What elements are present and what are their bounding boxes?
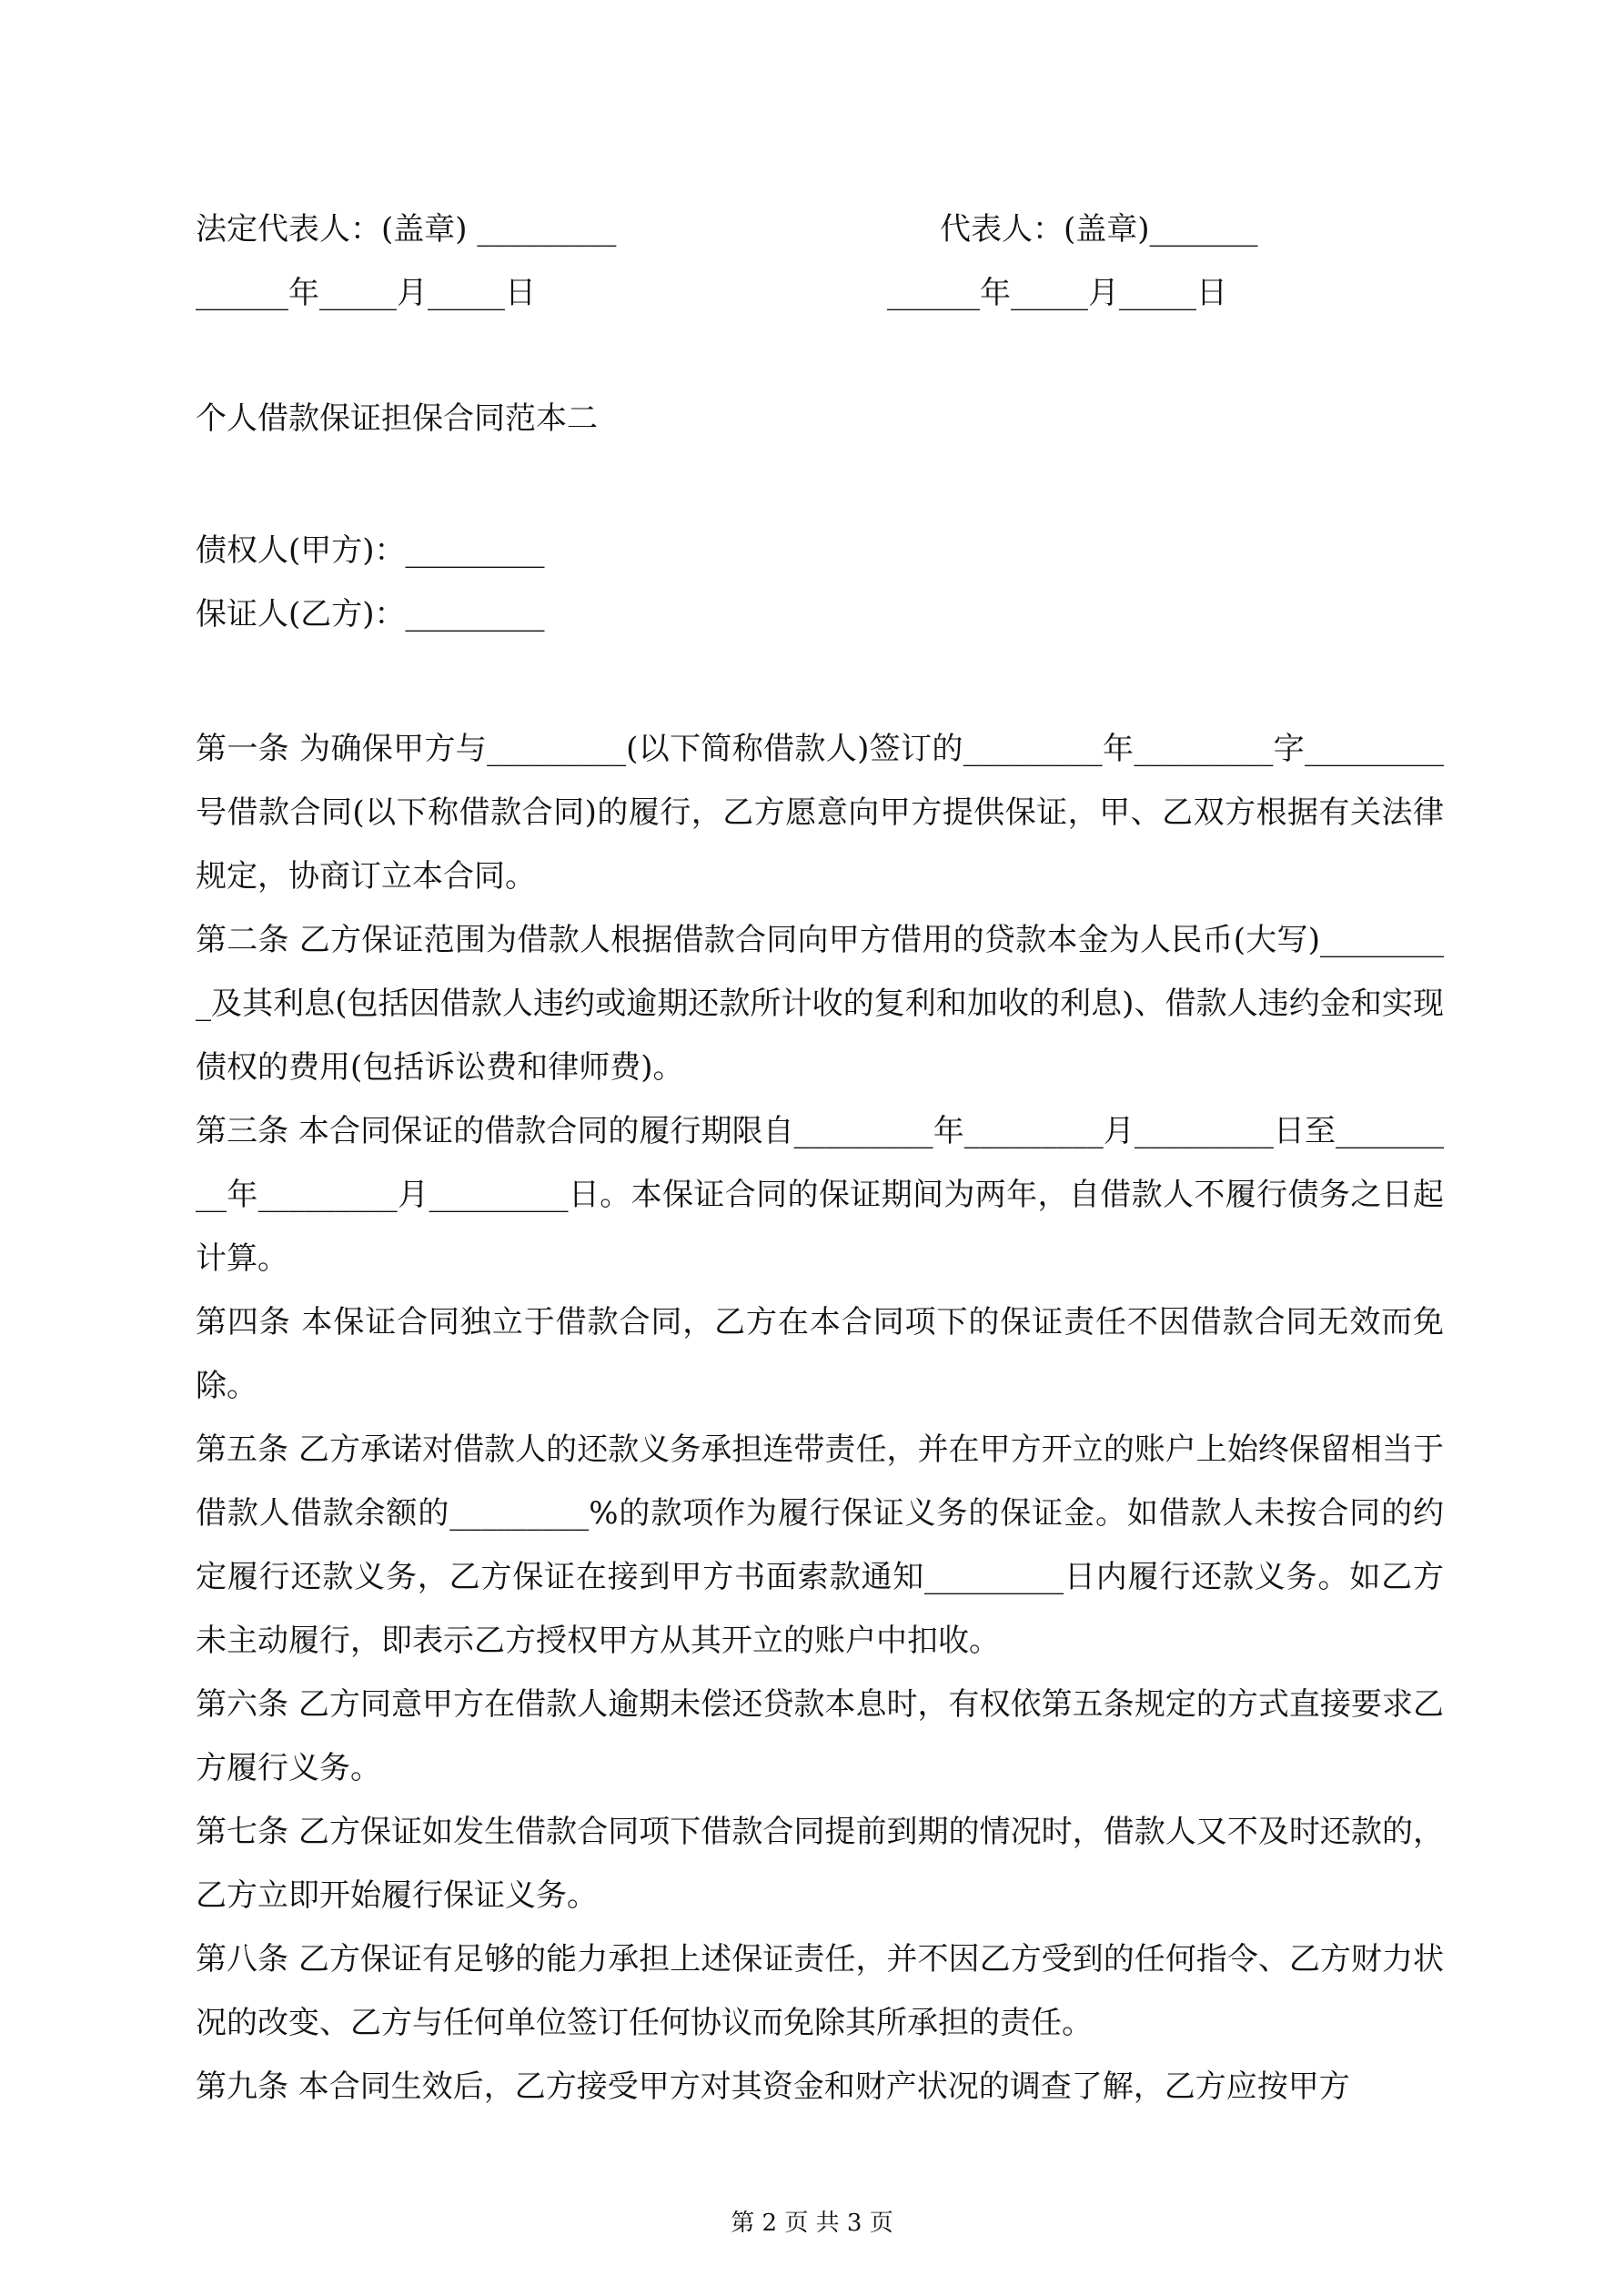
- article-6: 第六条 乙方同意甲方在借款人逾期未偿还贷款本息时，有权依第五条规定的方式直接要求乙方履行义务。: [196, 1686, 1444, 1786]
- left-signing-date: ______年_____月_____日: [196, 275, 536, 311]
- article-4: 第四条 本保证合同独立于借款合同，乙方在本合同项下的保证责任不因借款合同无效而免除。: [196, 1304, 1444, 1404]
- contract-template-title: 个人借款保证担保合同范本二: [196, 400, 598, 437]
- article-3: 第三条 本合同保证的借款合同的履行期限自_________年_________月_________日至_________年_________月_________日。本保证合同的保证期间为两年，自借款人不履行债务之日起计算。: [196, 1113, 1444, 1277]
- page-number-footer: 第 2 页 共 3 页: [731, 2210, 893, 2237]
- creditor-party-line: 债权人(甲方)：_________: [196, 532, 545, 569]
- article-1: 第一条 为确保甲方与_________(以下简称借款人)签订的_________年_________字_________号借款合同(以下称借款合同)的履行，乙方愿意向甲方提供保证，甲、乙双方根据有关法律规定，协商订立本合同。: [196, 731, 1444, 895]
- legal-representative-signature: 法定代表人：(盖章) _________: [196, 211, 617, 248]
- contract-articles: [196, 717, 1444, 2119]
- representative-signature: 代表人：(盖章)_______: [940, 211, 1258, 248]
- right-signing-date: ______年_____月_____日: [887, 275, 1227, 311]
- article-8: 第八条 乙方保证有足够的能力承担上述保证责任，并不因乙方受到的任何指令、乙方财力状况的改变、乙方与任何单位签订任何协议而免除其所承担的责任。: [196, 1941, 1444, 2041]
- article-7: 第七条 乙方保证如发生借款合同项下借款合同提前到期的情况时，借款人又不及时还款的，乙方立即开始履行保证义务。: [196, 1814, 1444, 1914]
- article-2: 第二条 乙方保证范围为借款人根据借款合同向甲方借用的贷款本金为人民币(大写)_________及其利息(包括因借款人违约或逾期还款所计收的复利和加收的利息)、借款人违约金和实现债权的费用(包括诉讼费和律师费)。: [196, 922, 1444, 1086]
- article-9: 第九条 本合同生效后，乙方接受甲方对其资金和财产状况的调查了解，乙方应按甲方: [196, 2068, 1350, 2105]
- article-5: 第五条 乙方承诺对借款人的还款义务承担连带责任，并在甲方开立的账户上始终保留相当于借款人借款余额的_________%的款项作为履行保证义务的保证金。如借款人未按合同的约定履行还款义务，乙方保证在接到甲方书面索款通知_________日内履行还款义务。如乙方未主动履行，即表示乙方授权甲方从其开立的账户中扣收。: [196, 1431, 1444, 1659]
- guarantor-party-line: 保证人(乙方)：_________: [196, 596, 545, 632]
